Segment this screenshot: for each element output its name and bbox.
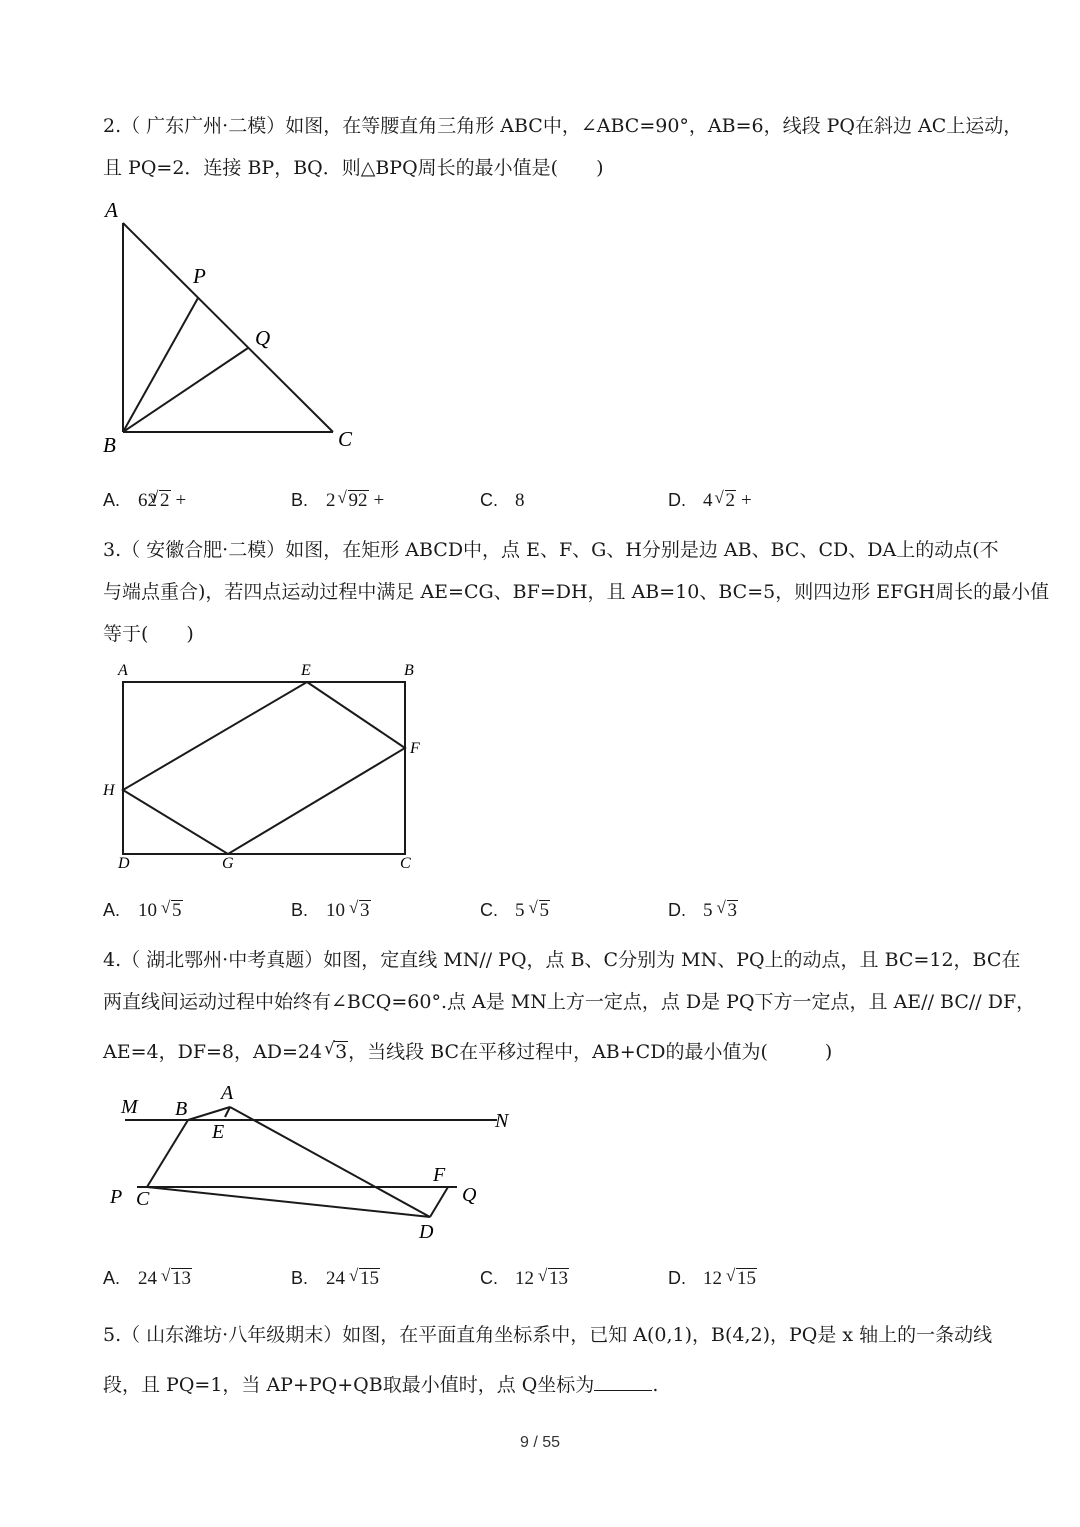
q4-label-M: M xyxy=(121,1096,138,1118)
q3-option-b[interactable]: B. 10√ 3 xyxy=(291,900,371,922)
q4-label-F: F xyxy=(433,1164,446,1186)
q2-label-C: C xyxy=(338,427,353,451)
q3-options xyxy=(103,900,983,930)
q2-label-A: A xyxy=(105,198,118,222)
q4-option-b[interactable]: B. 24√ 15 xyxy=(291,1268,380,1290)
q4-option-a[interactable]: A. 24√ 13 xyxy=(103,1268,192,1290)
q4-label-A: A xyxy=(221,1082,234,1104)
q4-label-D: D xyxy=(419,1221,434,1243)
q2-label-P: P xyxy=(193,264,206,288)
q3-label-F: F xyxy=(410,740,420,757)
q2-option-c[interactable]: C. 8 xyxy=(480,490,525,511)
q4-parallel-lines-figure xyxy=(105,1075,525,1250)
q2-triangle-figure xyxy=(95,195,375,465)
q3-label-E: E xyxy=(301,662,311,679)
q3-text-line1: 3.（ 安徽合肥·二模）如图，在矩形 ABCD中，点 E、F、G、H分别是边 AB、BC、CD、DA上的动点(不 xyxy=(103,539,999,561)
q5-answer-blank[interactable] xyxy=(594,1372,652,1391)
q2-option-d[interactable]: D. 4√ 2 + xyxy=(668,490,752,512)
q3-rectangle-figure xyxy=(100,655,430,880)
q3-label-B: B xyxy=(404,662,414,679)
q3-text-line2: 与端点重合)，若四点运动过程中满足 AE=CG、BF=DH，且 AB=10、BC=5，则四边形 EFGH周长的最小值 xyxy=(103,581,1050,603)
q4-option-c[interactable]: C. 12√ 13 xyxy=(480,1268,569,1290)
q3-label-G: G xyxy=(222,855,234,872)
q2-option-a[interactable]: A. 62√ 2 + xyxy=(103,490,186,512)
q3-label-H: H xyxy=(103,782,115,799)
q3-label-A: A xyxy=(118,662,128,679)
q4-options xyxy=(103,1268,983,1298)
q4-label-C: C xyxy=(136,1188,150,1210)
q2-text-line1: 2.（ 广东广州·二模）如图，在等腰直角三角形 ABC中，∠ABC=90°，AB=6，线段 PQ在斜边 AC上运动， xyxy=(103,115,1023,137)
q3-option-d[interactable]: D. 5√ 3 xyxy=(668,900,738,922)
q3-option-a[interactable]: A. 10√ 5 xyxy=(103,900,183,922)
q3-label-C: C xyxy=(400,855,411,872)
q2-option-b[interactable]: B. 2√ 92 + xyxy=(291,490,384,512)
q2-text-line2: 且 PQ=2．连接 BP，BQ．则△BPQ周长的最小值是( ) xyxy=(103,157,604,179)
q2-label-Q: Q xyxy=(255,326,271,350)
q2-options xyxy=(103,490,983,520)
page-number: 9 / 55 xyxy=(519,1434,561,1451)
q5-text-line2: 段，且 PQ=1，当 AP+PQ+QB取最小值时，点 Q坐标为 . xyxy=(103,1374,659,1396)
q4-label-B: B xyxy=(175,1098,188,1120)
q2-label-B: B xyxy=(103,433,116,457)
q4-option-d[interactable]: D. 12√ 15 xyxy=(668,1268,757,1290)
q4-text-line1: 4.（ 湖北鄂州·中考真题）如图，定直线 MN// PQ，点 B、C分别为 MN、PQ上的动点，且 BC=12，BC在 xyxy=(103,949,1021,971)
q3-option-c[interactable]: C. 5√ 5 xyxy=(480,900,550,922)
q4-label-E: E xyxy=(212,1121,225,1143)
q4-label-N: N xyxy=(495,1110,509,1132)
q4-label-P: P xyxy=(110,1186,123,1208)
q4-label-Q: Q xyxy=(462,1184,477,1206)
q4-text-line3: AE=4，DF=8，AD=24√ 3，当线段 BC在平移过程中，AB+CD的最小值为( ) xyxy=(103,1040,832,1064)
q5-text-line1: 5.（ 山东潍坊·八年级期末）如图，在平面直角坐标系中，已知 A(0,1)，B(4,2)，PQ是 x 轴上的一条动线 xyxy=(103,1324,993,1346)
q3-label-D: D xyxy=(118,855,130,872)
q4-text-line2: 两直线间运动过程中始终有∠BCQ=60°.点 A是 MN上方一定点，点 D是 PQ下方一定点，且 AE// BC// DF， xyxy=(103,991,1036,1013)
q3-text-line3: 等于( ) xyxy=(103,623,194,645)
